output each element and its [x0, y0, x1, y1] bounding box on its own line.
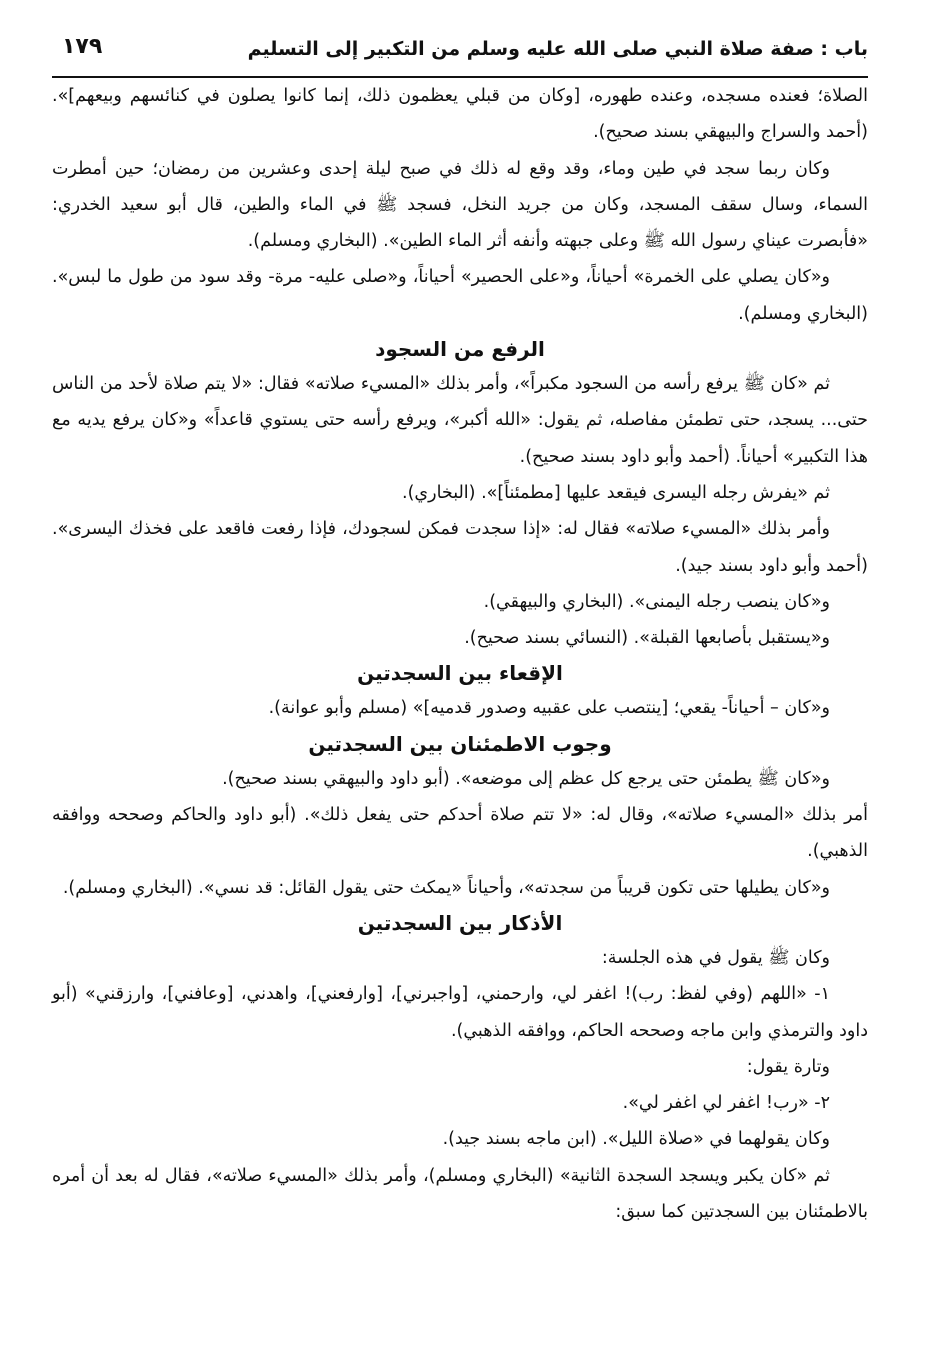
- paragraph: الصلاة؛ فعنده مسجده، وعنده طهوره، [وكان من قبلي يعظمون ذلك، إنما كانوا يصلون في كنائسهم وبيعهم]». (أحمد والسراج والبيهقي بسند صحيح).: [52, 86, 868, 143]
- paragraph: أمر بذلك «المسيء صلاته»، وقال له: «لا تتم صلاة أحدكم حتى يفعل ذلك». (أبو داود والحاكم وصححه ووافقه الذهبي).: [52, 805, 868, 862]
- paragraph: ثم «كان ﷺ يرفع رأسه من السجود مكبراً»، وأمر بذلك «المسيء صلاته» فقال: «لا يتم صلاة لأحد من الناس حتى... يسجد، حتى تطمئن مفاصله، ثم يقول: «الله أكبر»، ويرفع رأسه حتى يستوي قاعداً» و«كان يرفع يديه مع هذا التكبير» أحياناً. (أحمد وأبو داود بسند صحيح).: [52, 374, 868, 467]
- paragraph: وكان ربما سجد في طين وماء، وقد وقع له ذلك في صبح ليلة إحدى وعشرين من رمضان؛ حين أمطرت السماء، وسال سقف المسجد، وكان من جريد النخل، فسجد ﷺ في الماء والطين، قال أبو سعيد الخدري: «فأبصرت عيناي رسول الله ﷺ وعلى جبهته وأنفه أثر الماء الطين». (البخاري ومسلم).: [52, 158, 868, 252]
- paragraph: و«كان يصلي على الخمرة» أحياناً، و«على الحصير» أحياناً، و«صلى عليه- مرة- وقد سود من طول ما لبس». (البخاري ومسلم).: [52, 267, 868, 324]
- paragraph: و«كان ينصب رجله اليمنى». (البخاري والبيهقي).: [483, 591, 830, 612]
- paragraph: ثم «يفرش رجله اليسرى فيقعد عليها [مطمئناً]». (البخاري).: [402, 482, 830, 503]
- paragraph: وأمر بذلك «المسيء صلاته» فقال له: «إذا سجدت فمكن لسجودك، فإذا رفعت فاقعد على فخذك اليسرى». (أحمد وأبو داود بسند جيد).: [52, 519, 868, 576]
- paragraph: و«كان يطيلها حتى تكون قريباً من سجدته»، وأحياناً «يمكث حتى يقول القائل: قد نسي». (البخاري ومسلم).: [62, 877, 830, 898]
- paragraph: ٢- «رب! اغفر لي اغفر لي».: [622, 1093, 830, 1114]
- section-heading: الإقعاء بين السجدتين: [357, 661, 563, 686]
- paragraph: و«يستقبل بأصابعها القبلة». (النسائي بسند صحيح).: [464, 628, 830, 649]
- paragraph: و«كان ﷺ يطمئن حتى يرجع كل عظم إلى موضعه». (أبو داود والبيهقي بسند صحيح).: [222, 768, 830, 789]
- paragraph: وتارة يقول:: [746, 1056, 830, 1077]
- running-title: باب : صفة صلاة النبي صلى الله عليه وسلم من التكبير إلى التسليم: [247, 38, 868, 60]
- section-heading: الأذكار بين السجدتين: [357, 910, 563, 935]
- page-body: [52, 78, 868, 1230]
- section-heading: الرفع من السجود: [375, 337, 545, 362]
- section-heading: وجوب الاطمئنان بين السجدتين: [308, 731, 612, 756]
- paragraph: وكان ﷺ يقول في هذه الجلسة:: [601, 947, 830, 968]
- paragraph: و«كان – أحياناً- يقعي؛ [ينتصب على عقبيه وصدور قدميه]» (مسلم وأبو عوانة).: [268, 698, 830, 719]
- page-number: ١٧٩: [62, 34, 103, 59]
- paragraph: ١- «اللهم (وفي لفظ: رب)! اغفر لي، وارحمني، [واجبرني]، [وارفعني]، واهدني، [وعافني]، وارزقني» (أبو داود والترمذي وابن ماجه وصححه الحاكم، ووافقه الذهبي).: [52, 984, 868, 1041]
- paragraph: وكان يقولهما في «صلاة الليل». (ابن ماجه بسند جيد).: [442, 1129, 830, 1150]
- paragraph: ثم «كان يكبر ويسجد السجدة الثانية» (البخاري ومسلم)، وأمر بذلك «المسيء صلاته»، فقال له بعد أن أمره بالاطمئنان بين السجدتين كما سبق:: [52, 1165, 868, 1223]
- page-header: [52, 30, 868, 78]
